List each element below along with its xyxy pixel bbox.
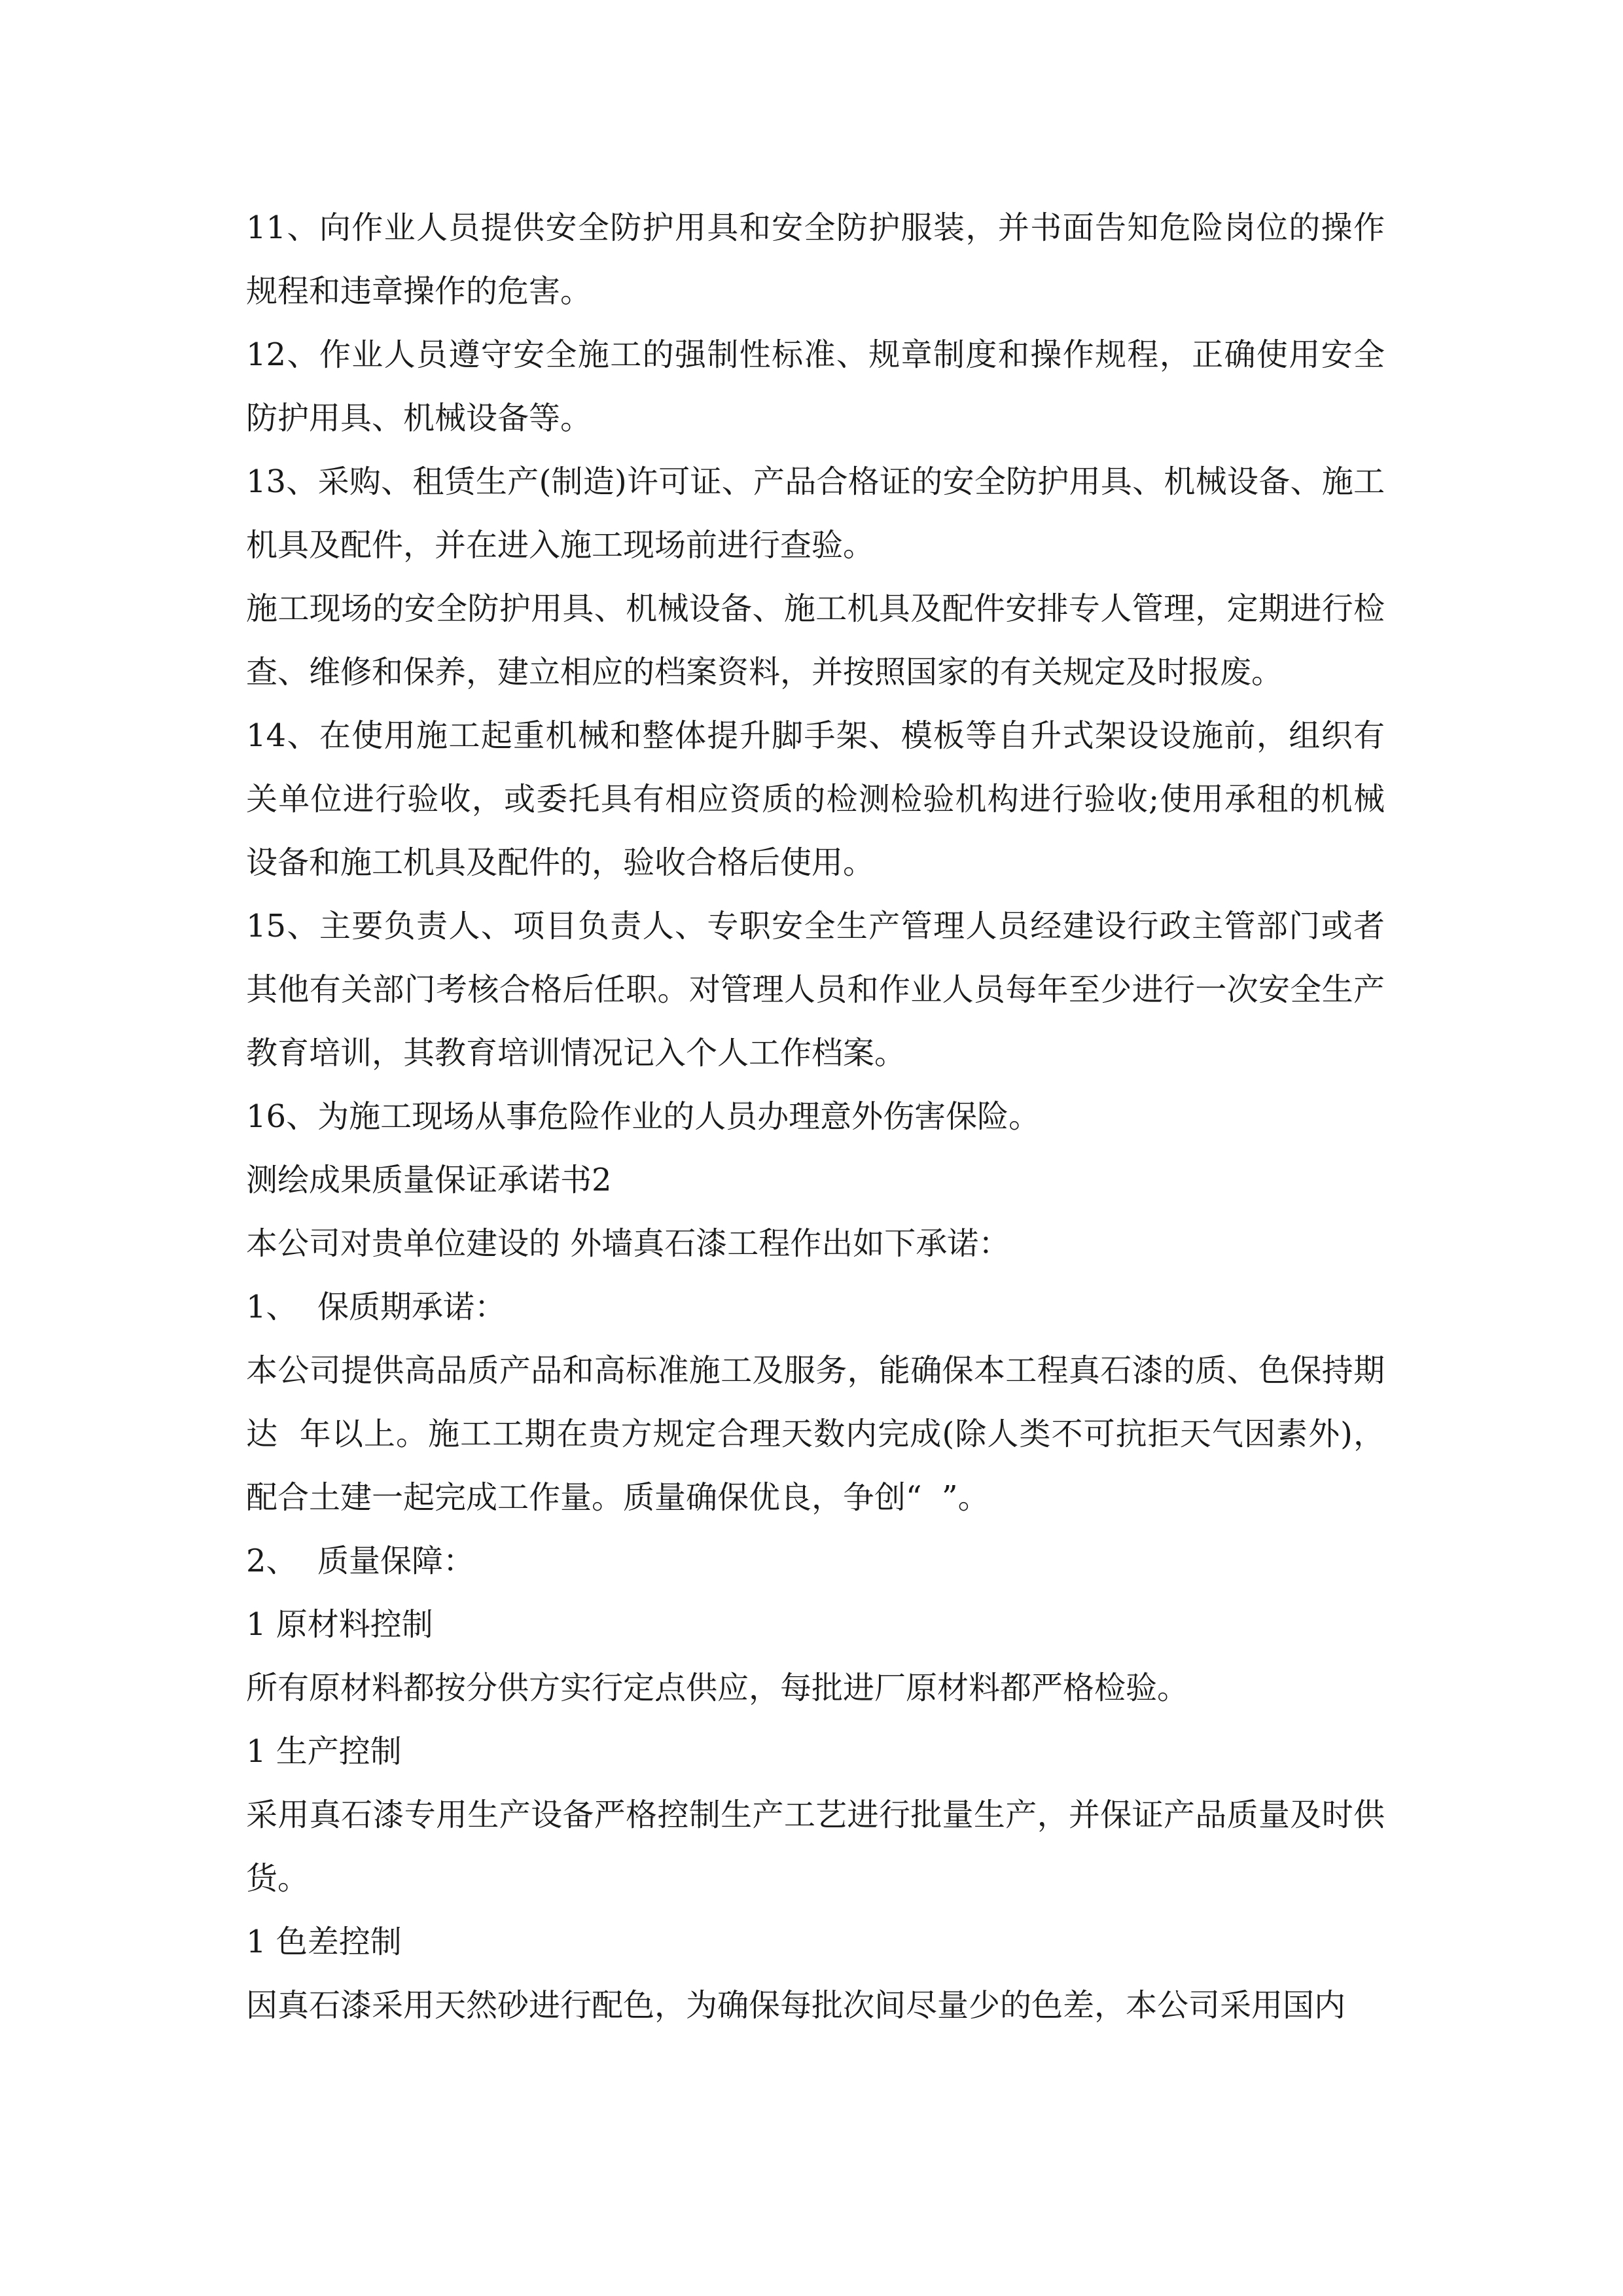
- subheading-production-control: 1 生产控制: [246, 1733, 402, 1770]
- paragraph-item-15: 15、主要负责人、项目负责人、专职安全生产管理人员经建设行政主管部门或者其他有关部门考核合格后任职。对管理人员和作业人员每年至少进行一次安全生产教育培训，其教育培训情况记入个人工作档案。: [246, 908, 1385, 1071]
- paragraph-equipment-management: 施工现场的安全防护用具、机械设备、施工机具及配件安排专人管理，定期进行检查、维修和保养，建立相应的档案资料，并按照国家的有关规定及时报废。: [246, 590, 1385, 691]
- paragraph-raw-material-detail: 所有原材料都按分供方实行定点供应，每批进厂原材料都严格检验。: [246, 1670, 1189, 1706]
- paragraph-item-11: 11、向作业人员提供安全防护用具和安全防护服装，并书面告知危险岗位的操作规程和违章操作的危害。: [246, 209, 1385, 310]
- paragraph-warranty-detail: 本公司提供高品质产品和高标准施工及服务，能确保本工程真石漆的质、色保持期达 年以上。施工工期在贵方规定合理天数内完成(除人类不可抗拒天气因素外)，配合土建一起完成工作量。质量确保优良，争创“ ”。: [246, 1352, 1385, 1516]
- document-body: [246, 196, 1385, 2037]
- paragraph-item-14: 14、在使用施工起重机械和整体提升脚手架、模板等自升式架设设施前，组织有关单位进行验收，或委托具有相应资质的检测检验机构进行验收;使用承租的机械设备和施工机具及配件的，验收合格后使用。: [246, 717, 1385, 881]
- subheading-raw-material-control: 1 原材料控制: [246, 1606, 433, 1643]
- section-title: 测绘成果质量保证承诺书2: [246, 1162, 612, 1198]
- paragraph-color-difference-detail: 因真石漆采用天然砂进行配色，为确保每批次间尽量少的色差，本公司采用国内: [246, 1987, 1346, 2024]
- paragraph-item-13: 13、采购、租赁生产(制造)许可证、产品合格证的安全防护用具、机械设备、施工机具及配件，并在进入施工现场前进行查验。: [246, 463, 1385, 564]
- paragraph-commitment-intro: 本公司对贵单位建设的 外墙真石漆工程作出如下承诺：: [246, 1225, 1010, 1262]
- paragraph-item-12: 12、作业人员遵守安全施工的强制性标准、规章制度和操作规程，正确使用安全防护用具、机械设备等。: [246, 336, 1385, 437]
- paragraph-production-detail: 采用真石漆专用生产设备严格控制生产工艺进行批量生产，并保证产品质量及时供货。: [246, 1797, 1385, 1897]
- subheading-color-difference-control: 1 色差控制: [246, 1924, 402, 1960]
- paragraph-item-16: 16、为施工现场从事危险作业的人员办理意外伤害保险。: [246, 1098, 1041, 1135]
- heading-quality-assurance: 2、 质量保障：: [246, 1543, 475, 1579]
- heading-warranty-commitment: 1、 保质期承诺：: [246, 1289, 507, 1325]
